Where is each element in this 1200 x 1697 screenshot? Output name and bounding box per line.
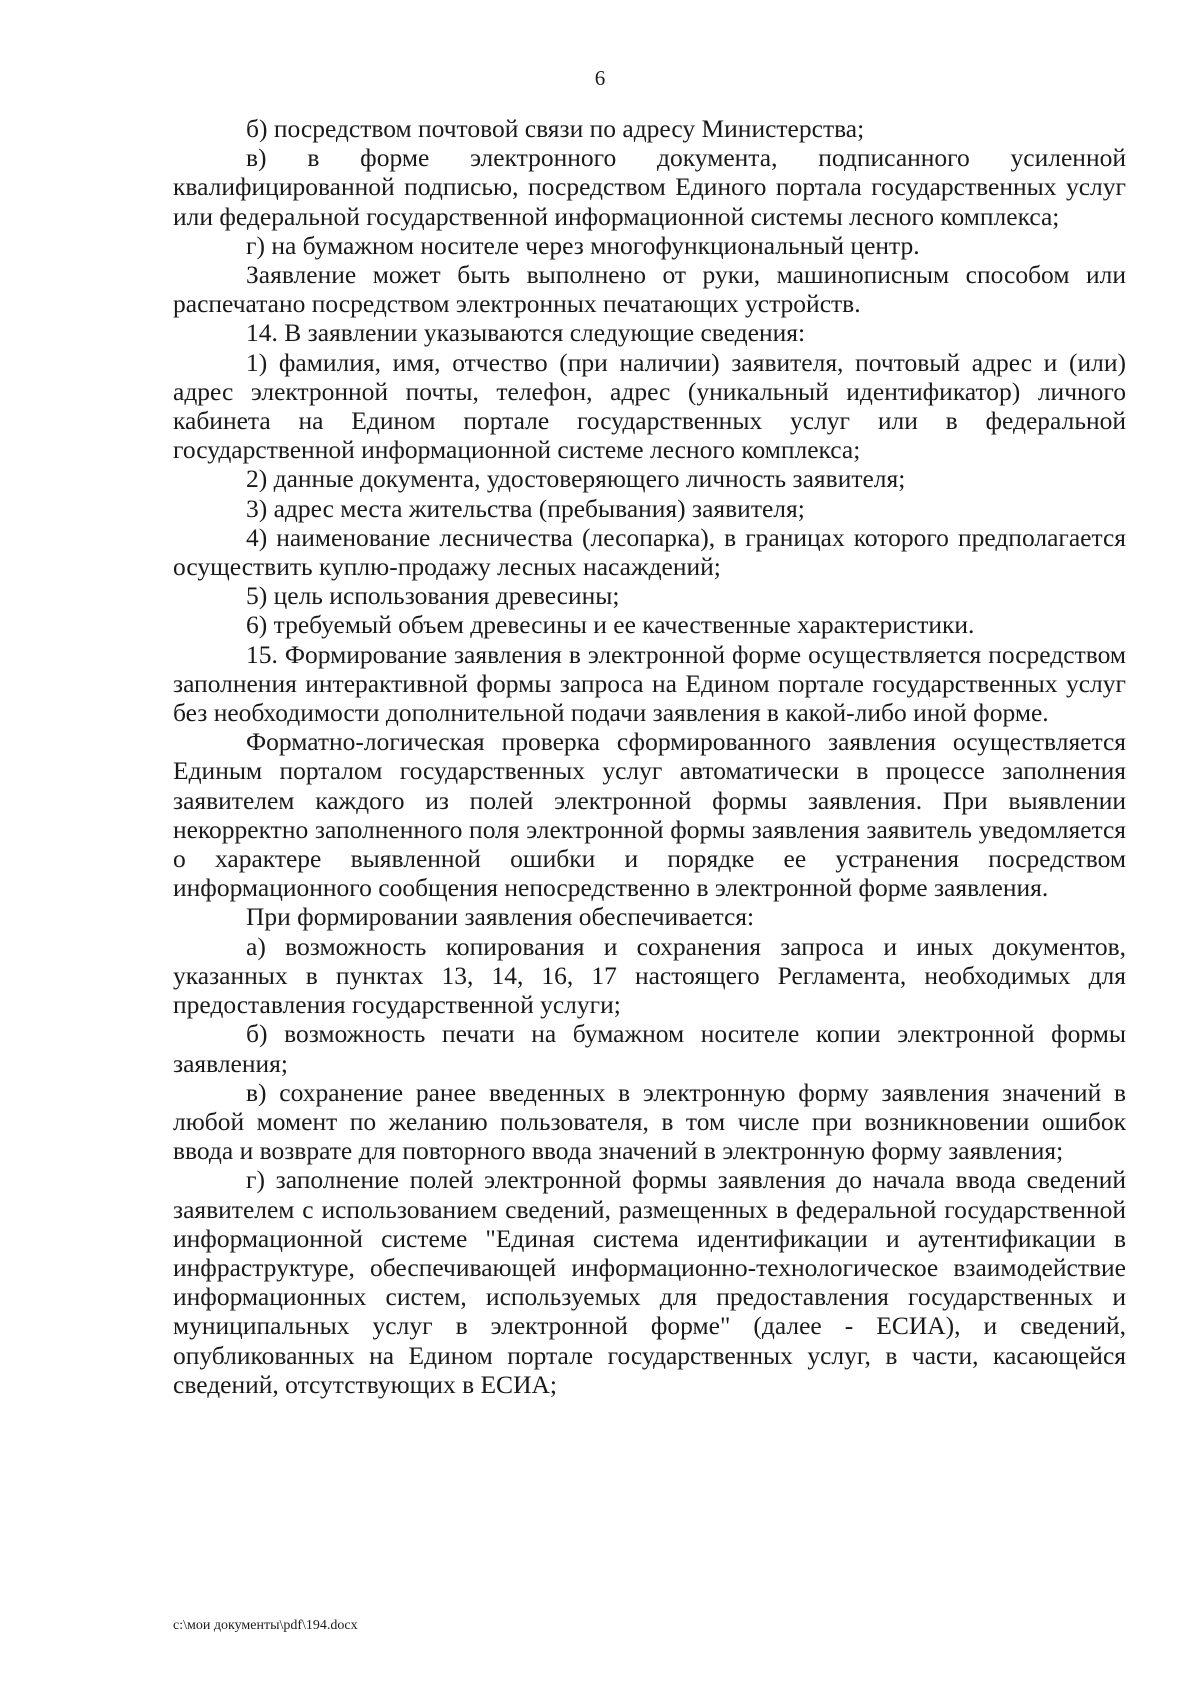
paragraph-g-filling: г) заполнение полей электронной формы заявления до начала ввода сведений заявителем с использованием сведений, размещенных в федеральной государственной информационной системе "Единая система идентификации и аутентификации в инфраструктуре, обеспечивающей информационно-технологическое взаимодействие информационных систем, используемых для предоставления государственных и муниципальных услуг в электронной форме" (далее - ЕСИА), и сведений, опубликованных на Едином портале государственных услуг, в части, касающейся сведений, отсутствующих в ЕСИА; <box>173 1165 1126 1399</box>
paragraph-v-saving: в) сохранение ранее введенных в электронную форму заявления значений в любой момент по желанию пользователя, в том числе при возникновении ошибок ввода и возврате для повторного ввода значений в электронную форму заявления; <box>173 1077 1126 1166</box>
paragraph-14-1: 1) фамилия, имя, отчество (при наличии) заявителя, почтовый адрес и (или) адрес электронной почты, телефон, адрес (уникальный идентификатор) личного кабинета на Едином портале государственных услуг или в федеральной государственной информационной системе лесного комплекса; <box>173 347 1126 465</box>
paragraph-format-check: Форматно-логическая проверка сформированного заявления осуществляется Единым порталом государственных услуг автоматически в процессе заполнения заявителем каждого из полей электронной формы заявления. При выявлении некорректно заполненного поля электронной формы заявления заявитель уведомляется о характере выявленной ошибки и порядке ее устранения посредством информационного сообщения непосредственно в электронной форме заявления. <box>173 727 1126 903</box>
paragraph-v-electronic: в) в форме электронного документа, подписанного усиленной квалифицированной подписью, посредством Единого портала государственных услуг или федеральной государственной информационной системы лесного комплекса; <box>173 143 1126 231</box>
page-number: 6 <box>594 66 606 90</box>
paragraph-a-copying: а) возможность копирования и сохранения запроса и иных документов, указанных в пунктах 13, 14, 16, 17 настоящего Регламента, необходимых для предоставления государственной услуги; <box>173 931 1126 1020</box>
document-body <box>173 114 1126 1399</box>
paragraph-14-2: 2) данные документа, удостоверяющего личность заявителя; <box>246 464 906 494</box>
paragraph-14-heading: 14. В заявлении указываются следующие сведения: <box>246 318 806 348</box>
paragraph-15: 15. Формирование заявления в электронной форме осуществляется посредством заполнения интерактивной формы запроса на Едином портале государственных услуг без необходимости дополнительной подачи заявления в какой-либо иной форме. <box>173 639 1126 728</box>
paragraph-14-4: 4) наименование лесничества (лесопарка), в границах которого предполагается осуществить куплю-продажу лесных насаждений; <box>173 522 1126 582</box>
paragraph-b-postal: б) посредством почтовой связи по адресу Министерства; <box>246 114 865 143</box>
paragraph-b-printing: б) возможность печати на бумажном носителе копии электронной формы заявления; <box>173 1019 1126 1078</box>
paragraph-14-5: 5) цель использования древесины; <box>246 581 620 611</box>
paragraph-14-3: 3) адрес места жительства (пребывания) заявителя; <box>246 493 805 523</box>
paragraph-g-paper: г) на бумажном носителе через многофункциональный центр. <box>246 230 920 260</box>
paragraph-provided: При формировании заявления обеспечивается: <box>246 902 755 932</box>
paragraph-application-form: Заявление может быть выполнено от руки, машинописным способом или распечатано посредством электронных печатающих устройств. <box>173 260 1126 319</box>
paragraph-14-6: 6) требуемый объем древесины и ее качественные характеристики. <box>246 610 975 640</box>
footer-file-path: c:\мои документы\pdf\194.docx <box>173 1618 358 1633</box>
